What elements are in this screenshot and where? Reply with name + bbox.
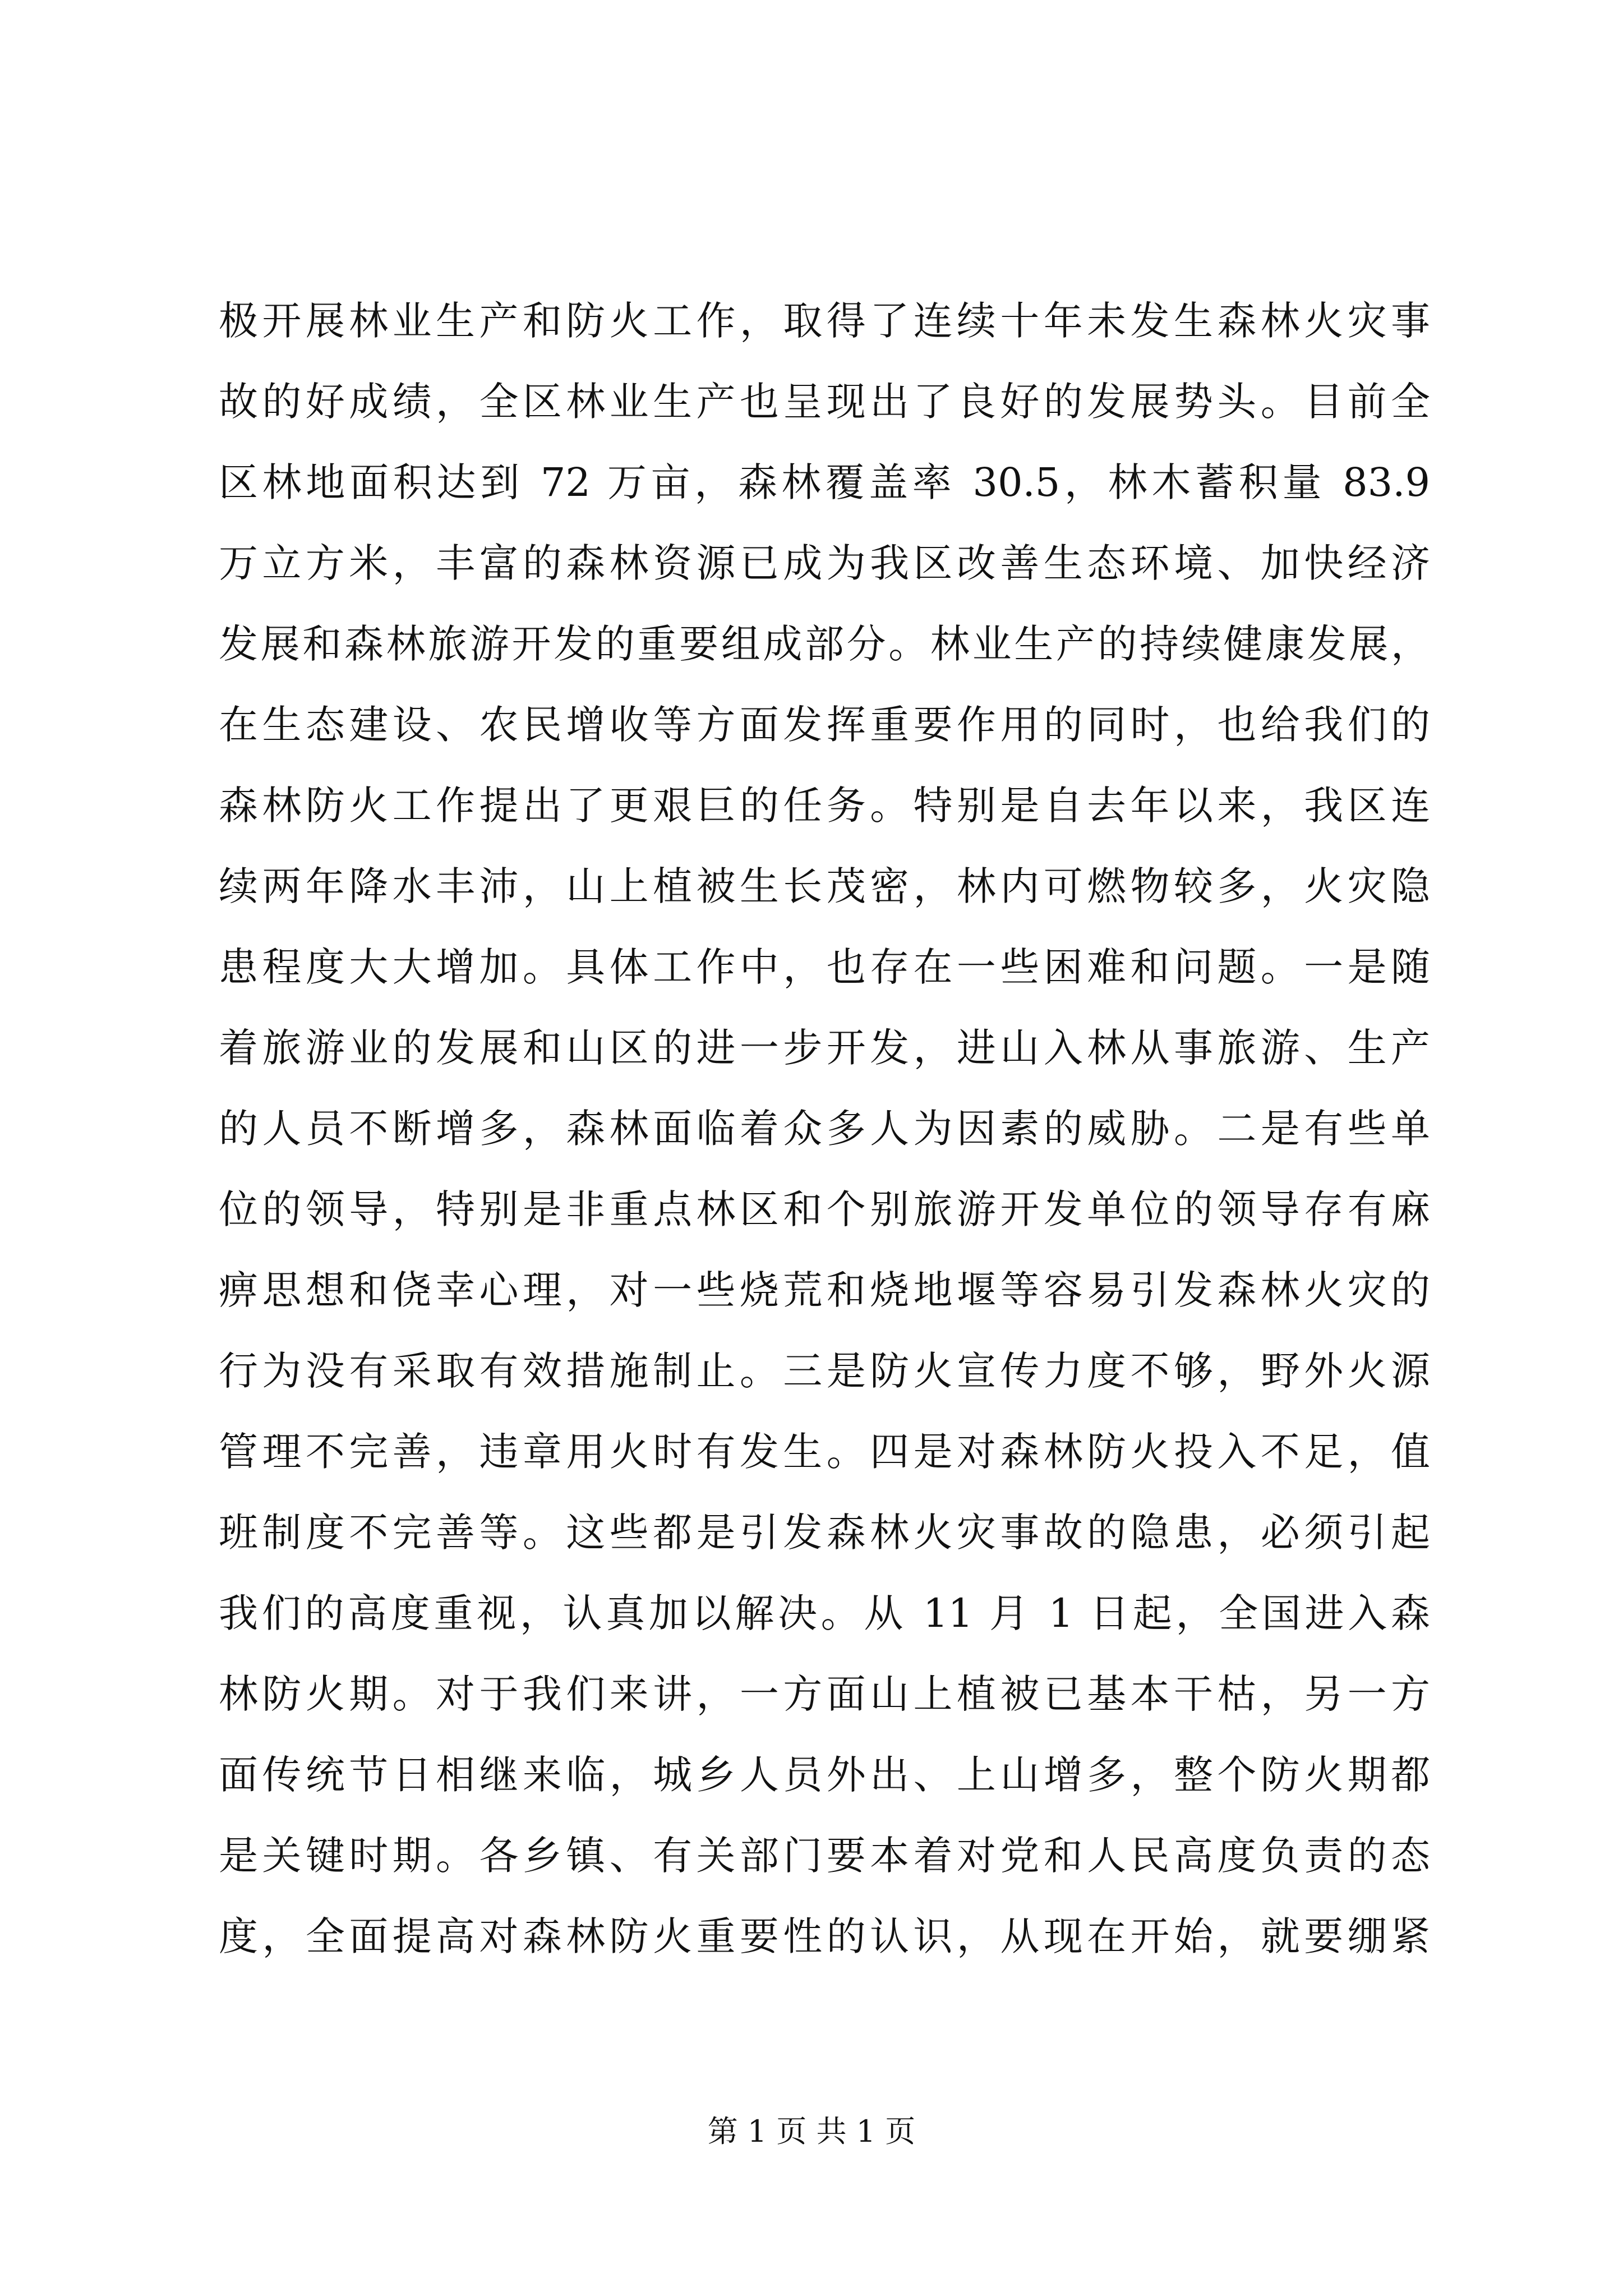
- text-line: 故的好成绩，全区林业生产也呈现出了良好的发展势头。目前全: [219, 379, 1430, 425]
- text-line: 续两年降水丰沛，山上植被生长茂密，林内可燃物较多，火灾隐: [219, 863, 1430, 909]
- text-line: 区林地面积达到 72 万亩，森林覆盖率 30.5，林木蓄积量 83.9: [219, 459, 1430, 505]
- text-line: 我们的高度重视，认真加以解决。从 11 月 1 日起，全国进入森: [219, 1590, 1430, 1636]
- text-line: 管理不完善，违章用火时有发生。四是对森林防火投入不足，值: [219, 1429, 1430, 1475]
- text-line: 面传统节日相继来临，城乡人员外出、上山增多，整个防火期都: [219, 1752, 1430, 1798]
- page-footer: 第 1 页 共 1 页: [707, 2114, 916, 2149]
- text-line: 在生态建设、农民增收等方面发挥重要作用的同时，也给我们的: [219, 702, 1430, 748]
- text-line: 患程度大大增加。具体工作中，也存在一些困难和问题。一是随: [219, 944, 1430, 990]
- text-line: 度，全面提高对森林防火重要性的认识，从现在开始，就要绷紧: [219, 1913, 1430, 1959]
- text-line: 万立方米，丰富的森林资源已成为我区改善生态环境、加快经济: [219, 540, 1430, 586]
- text-line: 位的领导，特别是非重点林区和个别旅游开发单位的领导存有麻: [219, 1186, 1430, 1232]
- text-line: 班制度不完善等。这些都是引发森林火灾事故的隐患，必须引起: [219, 1510, 1430, 1556]
- text-line: 痹思想和侥幸心理，对一些烧荒和烧地堰等容易引发森林火灾的: [219, 1267, 1430, 1313]
- text-line: 发展和森林旅游开发的重要组成部分。林业生产的持续健康发展，: [219, 621, 1430, 667]
- text-line: 极开展林业生产和防火工作，取得了连续十年未发生森林火灾事: [219, 298, 1430, 344]
- body-text: [219, 280, 1430, 1977]
- text-line: 行为没有采取有效措施制止。三是防火宣传力度不够，野外火源: [219, 1348, 1430, 1394]
- text-line: 林防火期。对于我们来讲，一方面山上植被已基本干枯，另一方: [219, 1671, 1430, 1717]
- text-line: 的人员不断增多，森林面临着众多人为因素的威胁。二是有些单: [219, 1106, 1430, 1152]
- text-line: 森林防火工作提出了更艰巨的任务。特别是自去年以来，我区连: [219, 783, 1430, 829]
- text-line: 是关键时期。各乡镇、有关部门要本着对党和人民高度负责的态: [219, 1833, 1430, 1879]
- text-line: 着旅游业的发展和山区的进一步开发，进山入林从事旅游、生产: [219, 1025, 1430, 1071]
